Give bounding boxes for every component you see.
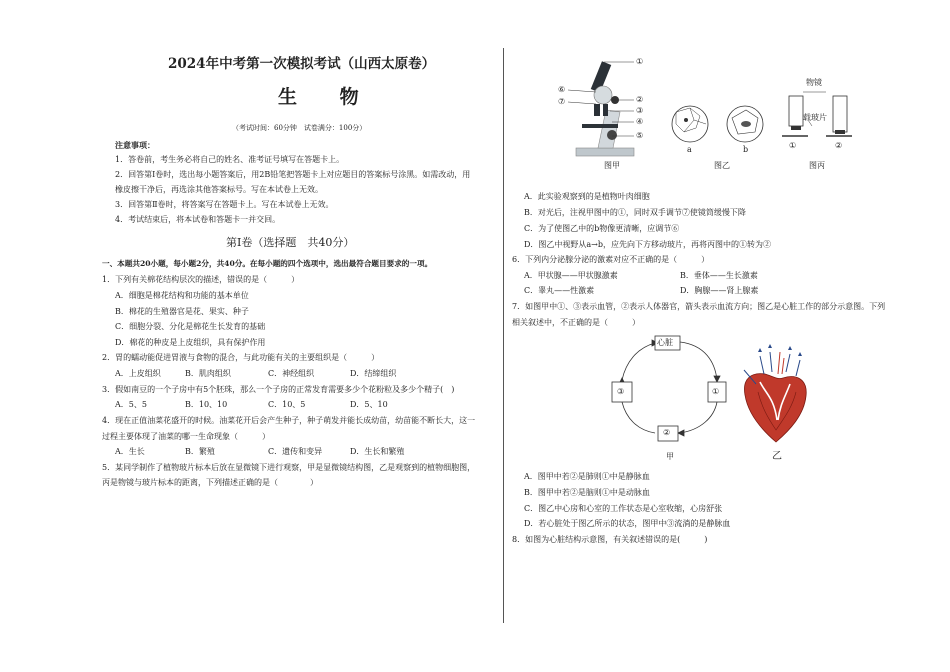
q2-option-c: C．神经组织: [268, 369, 315, 378]
fig1-label-3: ③: [636, 106, 644, 115]
q1-option-a: A．细胞是棉花结构和功能的基本单位: [115, 291, 249, 300]
q6-option-b: B．垂体——生长激素: [680, 271, 758, 280]
q2-option-d: D．结缔组织: [350, 369, 397, 378]
q4-option-d: D．生长和繁殖: [350, 447, 405, 456]
fig1-label-4: ④: [636, 117, 644, 126]
fig1-label-2: ②: [636, 95, 644, 104]
note-item: 2．回答第Ⅰ卷时，选出每小题答案后，用2B铅笔把答题卡上对应题目的答案标号涂黑。如需改动，用: [115, 170, 471, 179]
slide-label: 载玻片: [803, 113, 827, 122]
note-item: 3．回答第Ⅱ卷时，将答案写在答题卡上。写在本试卷上无效。: [115, 200, 334, 209]
q7-option-a: A．图甲中若②是肺则①中是静脉血: [524, 472, 650, 481]
fig2-caption-jia: 甲: [666, 452, 674, 461]
bing-label-1: ①: [789, 141, 797, 150]
q8-stem: 8．如图为心脏结构示意图，有关叙述错误的是( ): [512, 535, 708, 544]
fig2-label-2: ②: [663, 428, 671, 437]
fig1-label-6: ⑥: [558, 85, 566, 94]
fig1-caption-yi: 图乙: [714, 161, 730, 170]
bing-label-2: ②: [835, 141, 843, 150]
note-item: 橡皮擦干净后，再选涂其他答案标号。写在本试卷上无效。: [115, 185, 323, 194]
exam-title: 2024年中考第一次模拟考试（山西太原卷）: [168, 56, 436, 72]
q1-option-b: B．棉花的生殖器官是花、果实、种子: [115, 307, 249, 316]
fig1-label-5: ⑤: [636, 131, 644, 140]
subject-title: 生 物: [278, 86, 377, 108]
q4-option-c: C．遗传和变异: [268, 447, 323, 456]
q7-option-d: D．若心脏处于图乙所示的状态，图甲中③流淌的是静脉血: [524, 519, 731, 528]
fig1-caption-jia: 图甲: [604, 161, 620, 170]
note-item: 1．答卷前，考生务必将自己的姓名、准考证号填写在答题卡上。: [115, 155, 345, 164]
q7-option-b: B．图甲中若②是脑则①中是动脉血: [524, 488, 650, 497]
objective-label: 物镜: [806, 78, 822, 87]
cell-b-label: b: [743, 145, 749, 154]
q3-option-c: C．10、5: [268, 400, 306, 409]
q5-option-d: D．图乙中视野从a→b，应先向下方移动玻片，再将丙图中的①转为②: [524, 240, 772, 249]
fig2-label-3: ③: [617, 387, 625, 396]
q6-option-d: D．胸腺——肾上腺素: [680, 286, 759, 295]
q6-option-a: A．甲状腺——甲状腺激素: [524, 271, 618, 280]
note-item: 4．考试结束后，将本试卷和答题卡一并交回。: [115, 215, 281, 224]
q3-option-d: D．5、10: [350, 400, 388, 409]
notes-heading: 注意事项：: [115, 140, 155, 150]
fig1-label-7: ⑦: [558, 97, 566, 106]
cell-a-label: a: [687, 145, 692, 154]
q5-option-b: B．对光后，注视甲图中的①，同时双手调节⑦使镜筒缓慢下降: [524, 208, 746, 217]
q5-stem-cont: 丙是物镜与玻片标本的距离，下列描述正确的是（ ）: [102, 478, 318, 487]
q2-option-b: B．肌肉组织: [185, 369, 231, 378]
q1-stem: 1．下列有关棉花结构层次的描述，错误的是（ ）: [102, 275, 300, 284]
q5-option-c: C．为了使图乙中的b物像更清晰，应调节⑥: [524, 224, 680, 233]
fig1-caption-bing: 图丙: [809, 161, 825, 170]
fig2-heart-label: 心脏: [657, 338, 673, 347]
fig2-label-1: ①: [712, 387, 720, 396]
q5-stem: 5．某同学制作了植物玻片标本后放在显微镜下进行观察，甲是显微镜结构图，乙是观察到的植物细胞图，: [102, 463, 476, 472]
q4-stem: 4．现在正值油菜花盛开的时候。油菜花开后会产生种子，种子萌发并能长成幼苗，幼苗能不断长大，这一: [102, 416, 476, 425]
q3-option-a: A．5、5: [115, 400, 147, 409]
q6-stem: 6．下列内分泌腺分泌的激素对应不正确的是（ ）: [512, 255, 710, 264]
q2-stem: 2．胃的蠕动能促进胃液与食物的混合，与此功能有关的主要组织是（ ）: [102, 353, 380, 362]
q5-option-a: A．此实验观察到的是植物叶肉细胞: [524, 192, 650, 201]
q7-stem-cont: 相关叙述中，不正确的是（ ）: [512, 318, 640, 327]
exam-info: （考试时间：60分钟 试卷满分：100分）: [232, 124, 367, 132]
section1-title: 第Ⅰ卷（选择题 共40分）: [226, 236, 355, 249]
q6-option-c: C．睾丸——性激素: [524, 286, 595, 295]
q2-option-a: A．上皮组织: [115, 369, 161, 378]
q4-option-a: A．生长: [115, 447, 145, 456]
q1-option-c: C．细胞分裂、分化是棉花生长发育的基础: [115, 322, 266, 331]
q7-option-c: C．图乙中心房和心室的工作状态是心室收缩，心房舒张: [524, 504, 723, 513]
q4-option-b: B．繁殖: [185, 447, 215, 456]
heart-illustration: [744, 344, 806, 442]
q3-stem: 3．假如南豆的一个子房中有5个胚珠，那么一个子房的正常发育需要多少个花粉粒及多少个精子( ): [102, 385, 455, 394]
fig2-caption-yi: 乙: [772, 451, 782, 462]
section1-instruction: 一、本题共20小题，每小题2分，共40分。在每小题的四个选项中，选出最符合题目要求的一项。: [102, 259, 433, 268]
q4-stem-cont: 过程主要体现了油菜的哪一生命现象（ ）: [102, 432, 270, 441]
q3-option-b: B．10、10: [185, 400, 228, 409]
fig1-label-1: ①: [636, 57, 644, 66]
q1-option-d: D．棉花的种皮是上皮组织，具有保护作用: [115, 338, 266, 347]
circulation-loop: [619, 340, 720, 436]
q7-stem: 7．如图甲中①、③表示血管，②表示人体器官，箭头表示血流方向；图乙是心脏工作的部分示意图。下列: [512, 302, 886, 311]
